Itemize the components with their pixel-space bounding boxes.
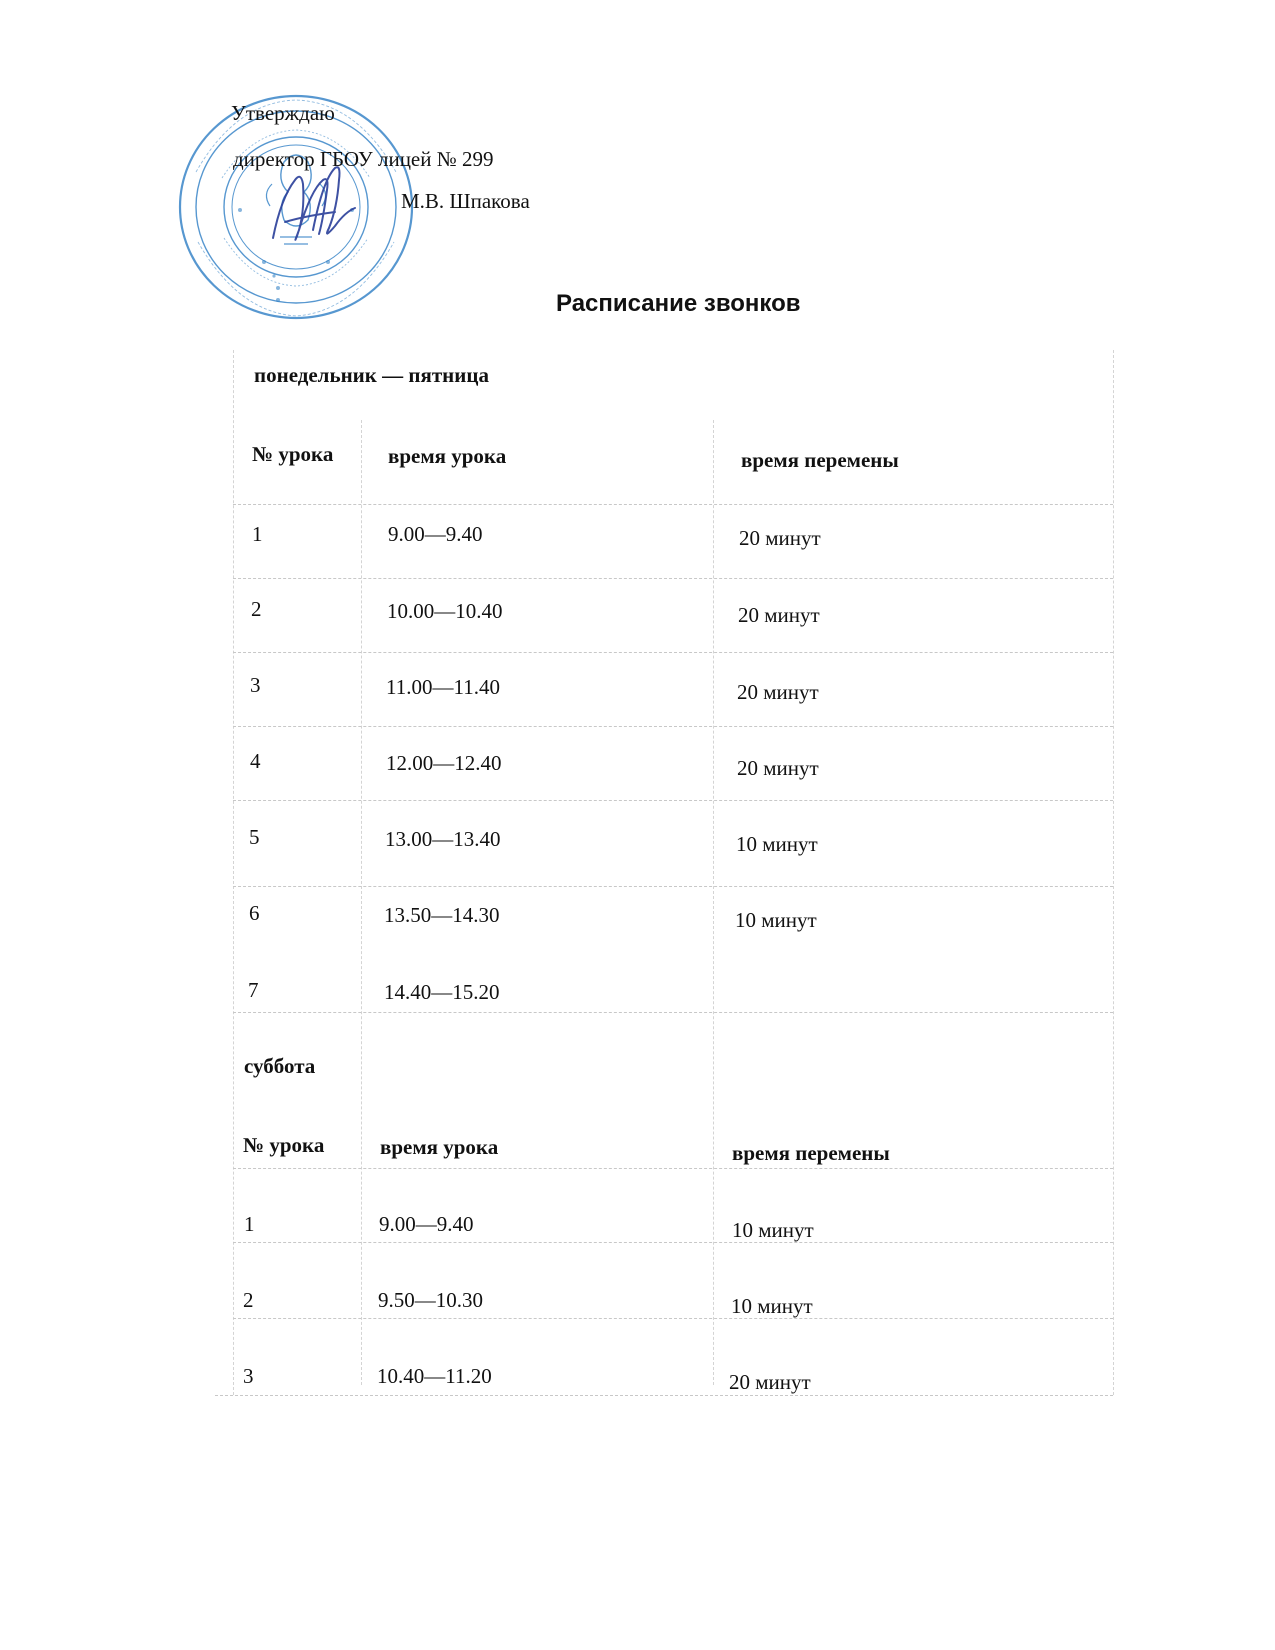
weekday-row-6-time: 13.50—14.30 [384, 903, 500, 927]
weekday-row-5-time: 13.00—13.40 [385, 827, 501, 851]
saturday-row-3-time: 10.40—11.20 [377, 1364, 492, 1388]
weekday-row-1-time: 9.00—9.40 [388, 522, 483, 546]
saturday-row-1-break: 10 минут [732, 1218, 814, 1242]
weekday-header-break-time: время перемены [741, 448, 899, 472]
saturday-header-lesson-number: № урока [243, 1133, 325, 1157]
saturday-row-1-number: 1 [244, 1212, 255, 1236]
saturday-header-lesson-time: время урока [380, 1135, 499, 1159]
saturday-header-break-time: время перемены [732, 1141, 890, 1165]
weekday-row-6-break: 10 минут [735, 908, 817, 932]
saturday-row-1-time: 9.00—9.40 [379, 1212, 474, 1236]
weekday-row-2-break: 20 минут [738, 603, 820, 627]
weekday-row-1-number: 1 [252, 522, 263, 546]
saturday-section-label: суббота [244, 1054, 316, 1078]
weekday-row-2-number: 2 [251, 597, 262, 621]
saturday-row-3-number: 3 [243, 1364, 254, 1388]
approval-line-director-name: М.В. Шпакова [401, 189, 530, 213]
approval-line-approve: Утверждаю [231, 101, 335, 125]
weekday-header-lesson-time: время урока [388, 444, 507, 468]
weekday-row-6-number: 6 [249, 901, 260, 925]
weekday-row-1-break: 20 минут [739, 526, 821, 550]
saturday-row-2-time: 9.50—10.30 [378, 1288, 483, 1312]
weekday-row-7-number: 7 [248, 978, 259, 1002]
weekday-row-3-time: 11.00—11.40 [386, 675, 500, 699]
weekday-section-label: понедельник — пятница [254, 363, 489, 387]
weekday-row-5-break: 10 минут [736, 832, 818, 856]
weekday-header-lesson-number: № урока [252, 442, 334, 466]
saturday-row-2-break: 10 минут [731, 1294, 813, 1318]
weekday-row-2-time: 10.00—10.40 [387, 599, 503, 623]
weekday-row-3-number: 3 [250, 673, 261, 697]
page-title: Расписание звонков [556, 290, 801, 317]
approval-line-position: директор ГБОУ лицей № 299 [233, 147, 494, 171]
saturday-row-3-break: 20 минут [729, 1370, 811, 1394]
weekday-row-4-time: 12.00—12.40 [386, 751, 502, 775]
weekday-row-3-break: 20 минут [737, 680, 819, 704]
saturday-row-2-number: 2 [243, 1288, 254, 1312]
weekday-row-7-time: 14.40—15.20 [384, 980, 500, 1004]
weekday-row-5-number: 5 [249, 825, 260, 849]
weekday-row-4-number: 4 [250, 749, 261, 773]
weekday-row-4-break: 20 минут [737, 756, 819, 780]
